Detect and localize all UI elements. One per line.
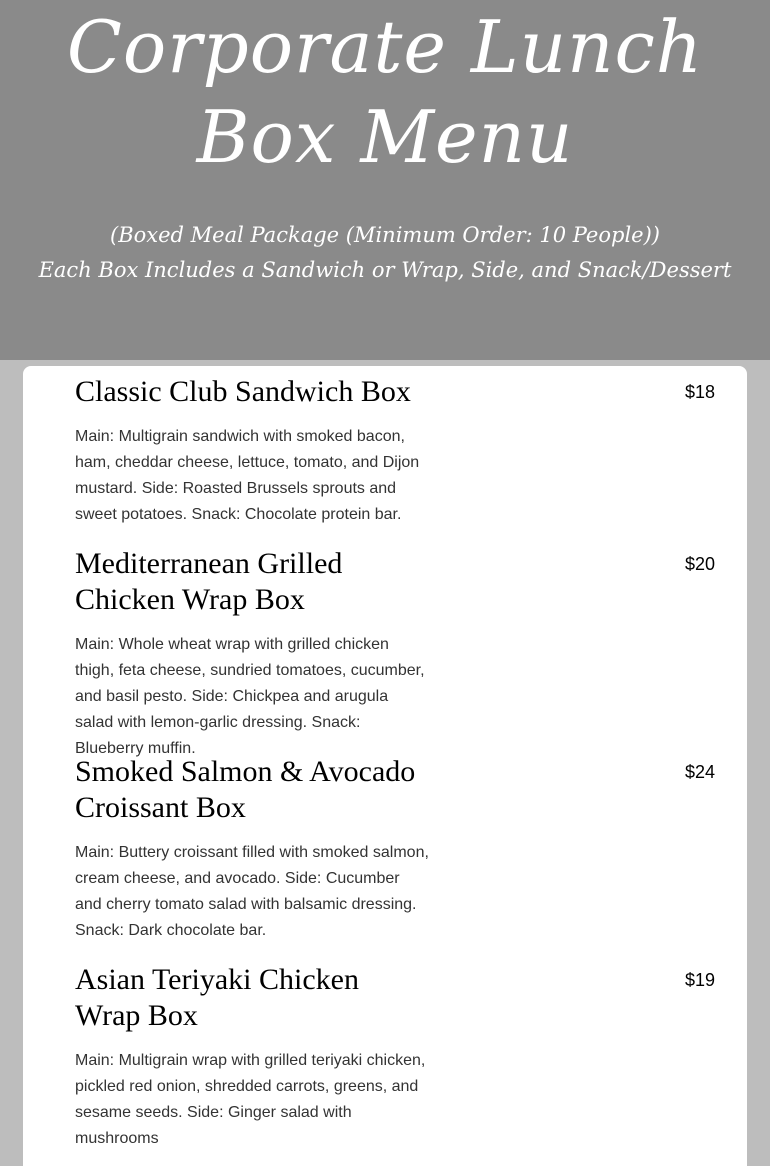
item-price: $19 xyxy=(684,970,715,990)
item-price: $24 xyxy=(684,762,715,782)
item-name: Classic Club Sandwich Box xyxy=(75,375,411,408)
item-price: $18 xyxy=(684,382,715,402)
menu-item xyxy=(75,754,715,944)
item-name: Smoked Salmon & Avocado Croissant Box xyxy=(75,755,416,824)
subtitle-line-1: (Boxed Meal Package (Minimum Order: 10 People)) xyxy=(110,223,660,247)
menu-header xyxy=(0,0,770,360)
menu-item xyxy=(75,962,715,1152)
item-description: Main: Whole wheat wrap with grilled chicken thigh, feta cheese, sundried tomatoes, cucumber, and basil pesto. Side: Chickpea and arugula salad with lemon-garlic dressing. Snack: Blueberry muffin. xyxy=(75,636,425,757)
item-description: Main: Multigrain sandwich with smoked bacon, ham, cheddar cheese, lettuce, tomato, and Dijon mustard. Side: Roasted Brussels sprouts and sweet potatoes. Snack: Chocolate protein bar. xyxy=(75,428,420,523)
subtitle-line-2: Each Box Includes a Sandwich or Wrap, Side, and Snack/Dessert xyxy=(38,258,732,282)
menu-item xyxy=(75,374,715,528)
menu-subtitle xyxy=(0,218,770,288)
item-description: Main: Buttery croissant filled with smoked salmon, cream cheese, and avocado. Side: Cucumber and cherry tomato salad with balsamic dressing. Snack: Dark chocolate bar. xyxy=(75,844,429,939)
item-price: $20 xyxy=(684,554,715,574)
item-name: Asian Teriyaki Chicken Wrap Box xyxy=(75,963,359,1032)
menu-item xyxy=(75,546,715,762)
item-description: Main: Multigrain wrap with grilled teriyaki chicken, pickled red onion, shredded carrots, greens, and sesame seeds. Side: Ginger salad with mushrooms xyxy=(75,1052,426,1147)
menu-card xyxy=(23,366,747,1166)
menu-title: Corporate Lunch Box Menu xyxy=(66,5,704,179)
item-name: Mediterranean Grilled Chicken Wrap Box xyxy=(75,547,343,616)
